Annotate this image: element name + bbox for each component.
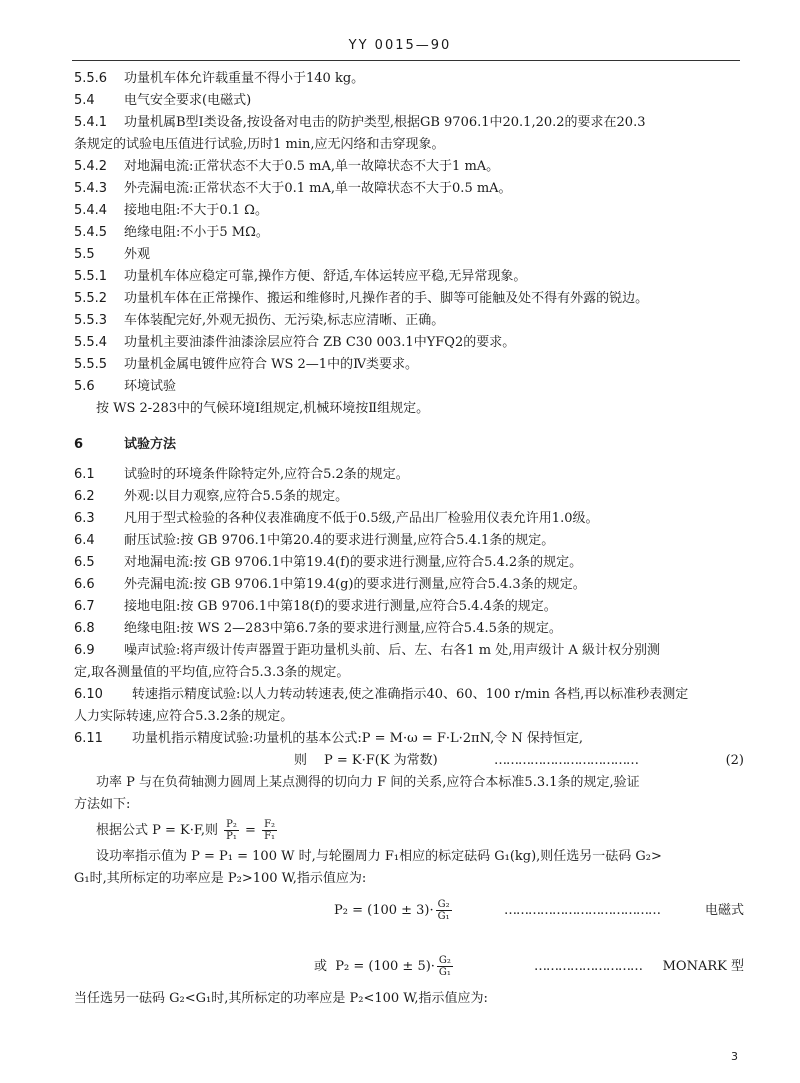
clause-line (74, 134, 744, 156)
clause-number: 6.4 (74, 533, 95, 548)
clause-number: 5.5.2 (74, 291, 108, 306)
clause-text: 凡用于型式检验的各种仪表准确度不低于0.5级,产品出厂检验用仪表允许用1.0级。 (124, 511, 599, 526)
clause-text: 接地电阻:不大于0.1 Ω。 (124, 203, 268, 218)
clause-line (74, 728, 744, 750)
clause-number: 6.6 (74, 577, 95, 592)
clause-text: 功量机金属电镀件应符合 WS 2—1中的Ⅳ类要求。 (124, 357, 419, 372)
fraction-g: $\frac{\text{G₂}}{\text{G₁}}$ (438, 955, 451, 978)
clause-text: 接地电阻:按 GB 9706.1中第18(f)的要求进行测量,应符合5.4.4条的规定。 (124, 599, 557, 614)
clause-text: 功量机车体在正常操作、搬运和维修时,凡操作者的手、脚等可能触及处不得有外露的锐边。 (124, 291, 649, 306)
clause-number: 6.3 (74, 511, 95, 526)
clause-line (74, 662, 744, 684)
clause-number: 5.4 (74, 93, 95, 108)
clause-number: 5.5.3 (74, 313, 108, 328)
clause-line (74, 310, 744, 332)
formula-dots: ……………………… (534, 959, 642, 974)
clause-text: 定,取各测量值的平均值,应符合5.3.3条的规定。 (74, 665, 350, 680)
clause-text: 功量机属B型Ⅰ类设备,按设备对电击的防护类型,根据GB 9706.1中20.1,20.2的要求在20.3 (124, 115, 646, 130)
basis-formula (74, 816, 744, 846)
clause-line (74, 68, 744, 90)
document-body (74, 68, 744, 1010)
clause-text: 绝缘电阻:不小于5 MΩ。 (124, 225, 269, 240)
clause-line (74, 530, 744, 552)
clause-line (74, 574, 744, 596)
section-title: 试验方法 (124, 437, 177, 452)
standard-header: YY 0015—90 (348, 38, 452, 53)
clause-text: 电气安全要求(电磁式) (124, 93, 252, 108)
clause-line (74, 640, 744, 662)
section-6-lines (74, 464, 744, 750)
clause-line (74, 486, 744, 508)
page-number: 3 (731, 1050, 738, 1063)
paragraph-line: 功率 P 与在负荷轴测力圆周上某点测得的切向力 F 间的关系,应符合本标准5.3.1条的规定,验证 (96, 775, 640, 790)
clause-number: 5.5.4 (74, 335, 108, 350)
clause-number: 5.4.1 (74, 115, 108, 130)
clause-text: 条规定的试验电压值进行试验,历时1 min,应无闪络和击穿现象。 (74, 137, 445, 152)
fraction-g: $\frac{\text{G₂}}{\text{G₁}}$ (437, 899, 450, 922)
clause-text: 外观:以目力观察,应符合5.5条的规定。 (124, 489, 349, 504)
clause-line (74, 706, 744, 728)
clause-line (74, 684, 744, 706)
clause-number: 5.6 (74, 379, 95, 394)
clause-line (74, 332, 744, 354)
clause-text: 绝缘电阻:按 WS 2—283中第6.7条的要求进行测量,应符合5.4.5条的规定。 (124, 621, 562, 636)
clause-text: 试验时的环境条件除特定外,应符合5.2条的规定。 (124, 467, 409, 482)
clause-number: 6.9 (74, 643, 95, 658)
paragraph-line: G₁时,其所标定的功率应是 P₂>100 W,指示值应为: (74, 871, 367, 886)
section-5-lines (74, 68, 744, 420)
paragraph-line: 方法如下: (74, 797, 131, 812)
paragraph-line: 设功率指示值为 P = P₁ = 100 W 时,与轮圈周力 F₁相应的标定砝码 G₁(kg),则任选另一砝码 G₂> (96, 849, 662, 864)
equation-number: (2) (725, 753, 744, 768)
basis-lead: 根据公式 P = K·F,则 (96, 823, 219, 838)
clause-line (74, 552, 744, 574)
clause-text: 功量机指示精度试验:功量机的基本公式:P = M·ω = F·L·2πN,令 N 保持恒定, (132, 731, 584, 746)
clause-number: 6.8 (74, 621, 95, 636)
formula-electromagnetic (74, 890, 744, 932)
clause-text: 车体装配完好,外观无损伤、无污染,标志应清晰、正确。 (124, 313, 445, 328)
section-number: 6 (74, 437, 84, 452)
clause-line (74, 376, 744, 398)
formula-dots: ………………………………… (504, 903, 660, 918)
clause-text: 人力实际转速,应符合5.3.2条的规定。 (74, 709, 294, 724)
formula-2 (74, 750, 744, 772)
clause-number: 5.5.6 (74, 71, 108, 86)
formula-lhs: P₂ = (100 ± 3)· (334, 903, 434, 918)
clause-line (74, 354, 744, 376)
header-rule (72, 60, 740, 61)
clause-number: 5.5 (74, 247, 95, 262)
clause-line (74, 156, 744, 178)
clause-number: 6.7 (74, 599, 95, 614)
clause-text: 功量机车体允许载重量不得小于140 kg。 (124, 71, 365, 86)
clause-number: 6.2 (74, 489, 95, 504)
clause-number: 5.5.5 (74, 357, 108, 372)
clause-number: 6.10 (74, 687, 103, 702)
formula-monark (74, 946, 744, 988)
clause-line (74, 244, 744, 266)
clause-line (74, 178, 744, 200)
clause-text: 功量机车体应稳定可靠,操作方便、舒适,车体运转应平稳,无异常现象。 (124, 269, 527, 284)
formula-expression: P = K·F(K 为常数) (324, 753, 438, 768)
clause-text: 转速指示精度试验:以人力转动转速表,使之准确指示40、60、100 r/min 各档,再以标准秒表测定 (132, 687, 689, 702)
clause-number: 6.5 (74, 555, 95, 570)
clause-text: 外壳漏电流:按 GB 9706.1中第19.4(g)的要求进行测量,应符合5.4.3条的规定。 (124, 577, 586, 592)
formula-type-label: MONARK 型 (662, 959, 744, 974)
clause-number: 6.1 (74, 467, 95, 482)
clause-line (74, 596, 744, 618)
equals-sign: = (245, 823, 256, 838)
clause-line (74, 222, 744, 244)
clause-number: 5.4.3 (74, 181, 108, 196)
clause-number: 5.4.2 (74, 159, 108, 174)
clause-text: 噪声试验:将声级计传声器置于距功量机头前、后、左、右各1 m 处,用声级计 A 級计权分别测 (124, 643, 661, 658)
clause-text: 功量机主要油漆件油漆涂层应符合 ZB C30 003.1中YFQ2的要求。 (124, 335, 516, 350)
formula-lead: 则 (294, 753, 308, 768)
clause-text: 外壳漏电流:正常状态不大于0.1 mA,单一故障状态不大于0.5 mA。 (124, 181, 512, 196)
clause-line (74, 266, 744, 288)
clause-line (74, 200, 744, 222)
paragraph-line: 当任选另一砝码 G₂<G₁时,其所标定的功率应是 P₂<100 W,指示值应为: (74, 991, 488, 1006)
formula-lhs: P₂ = (100 ± 5)· (335, 959, 435, 974)
clause-text: 外观 (124, 247, 151, 262)
section-6-heading (74, 434, 744, 456)
fraction-f: $\frac{\text{F₂}}{\text{F₁}}$ (264, 819, 276, 842)
clause-line (74, 288, 744, 310)
clause-number: 6.11 (74, 731, 103, 746)
clause-line (74, 618, 744, 640)
formula-lead: 或 (314, 959, 328, 974)
clause-text: 按 WS 2-283中的气候环境Ⅰ组规定,机械环境按Ⅱ组规定。 (96, 401, 430, 416)
clause-line (74, 112, 744, 134)
clause-number: 5.5.1 (74, 269, 108, 284)
clause-text: 环境试验 (124, 379, 177, 394)
clause-number: 5.4.5 (74, 225, 108, 240)
clause-line (74, 464, 744, 486)
clause-line (74, 90, 744, 112)
clause-text: 耐压试验:按 GB 9706.1中第20.4的要求进行测量,应符合5.4.1条的规定。 (124, 533, 555, 548)
clause-line (74, 398, 744, 420)
clause-text: 对地漏电流:按 GB 9706.1中第19.4(f)的要求进行测量,应符合5.4.2条的规定。 (124, 555, 583, 570)
formula-type-label: 电磁式 (704, 903, 744, 918)
clause-line (74, 508, 744, 530)
fraction-p: $\frac{\text{P₂}}{\text{P₁}}$ (226, 819, 237, 842)
formula-dots: ……………………………… (494, 753, 638, 768)
clause-text: 对地漏电流:正常状态不大于0.5 mA,单一故障状态不大于1 mA。 (124, 159, 500, 174)
clause-number: 5.4.4 (74, 203, 108, 218)
